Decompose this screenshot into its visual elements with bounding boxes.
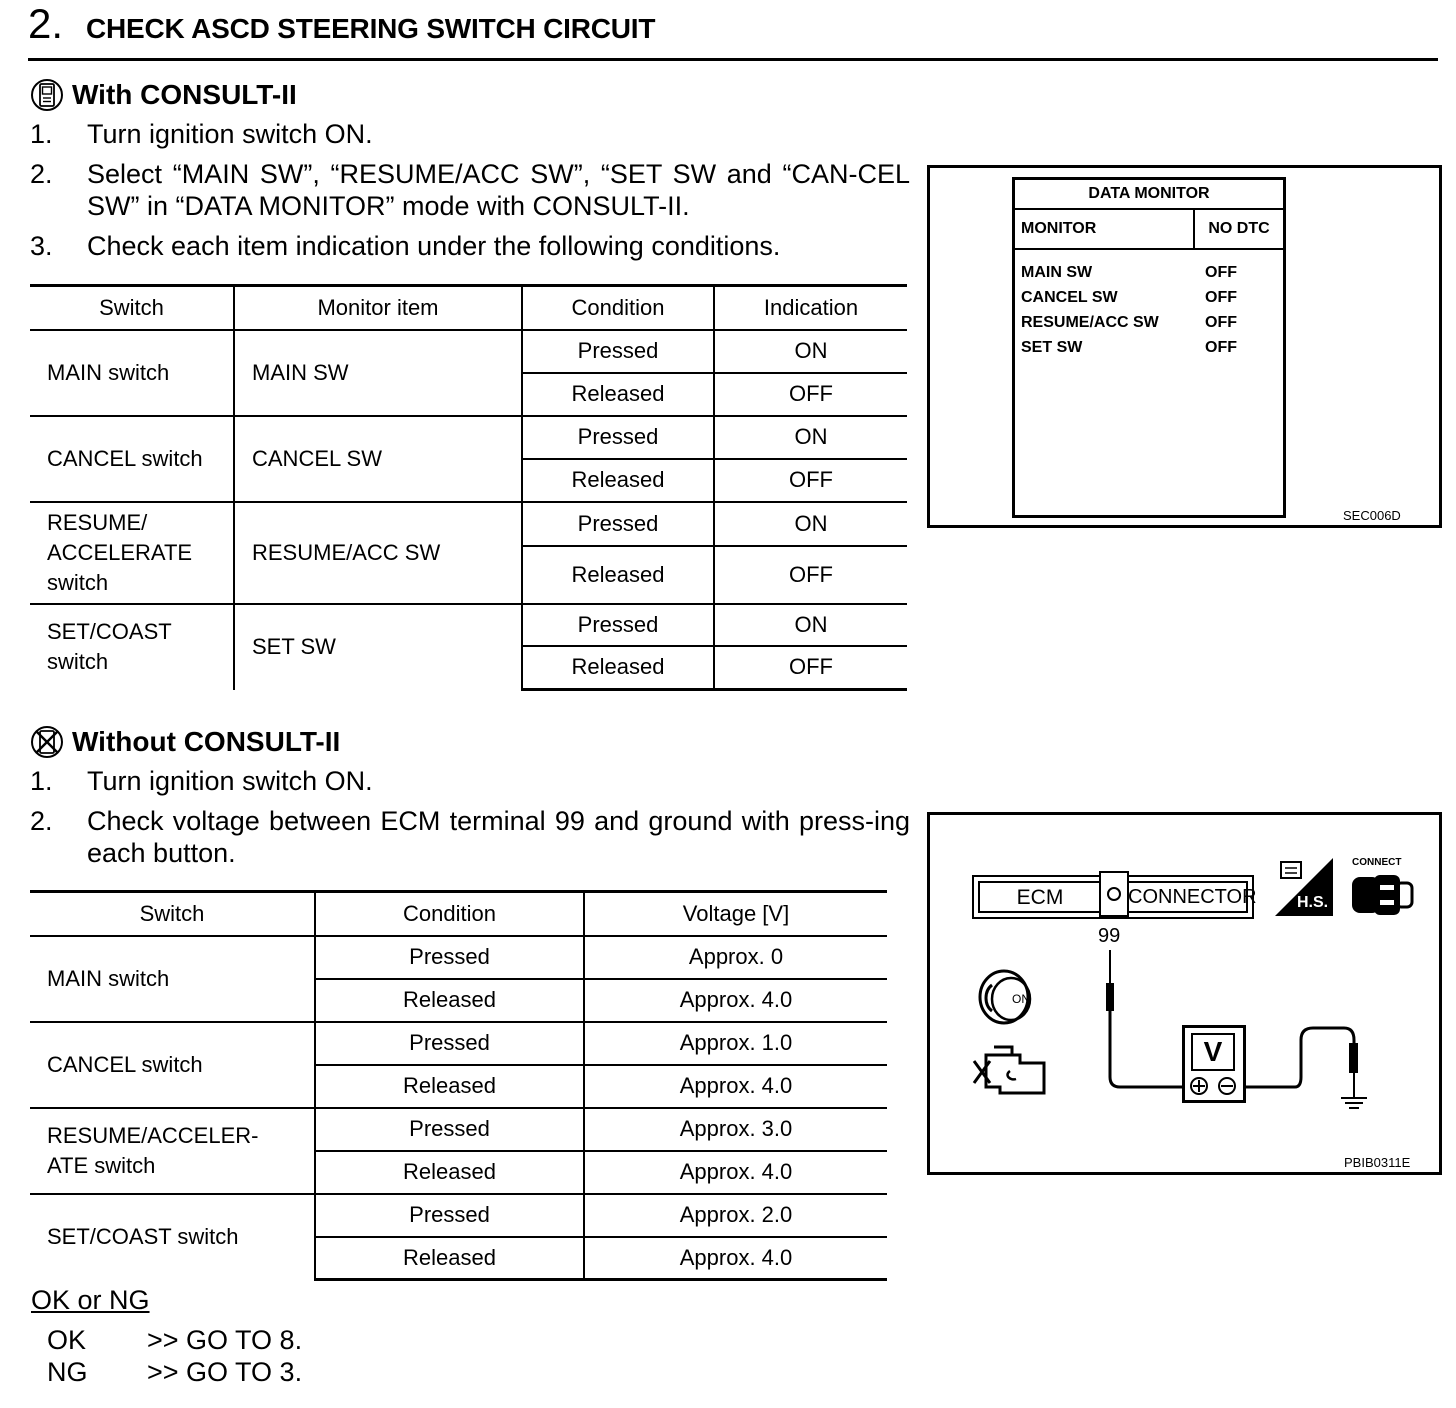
table-header: Voltage [V] — [584, 892, 887, 936]
table-row: RESUME/ ACCELERATE switch RESUME/ACC SW Pressed ON — [30, 502, 907, 546]
table-row: Released OFF — [30, 373, 907, 416]
table-row: Released Approx. 4.0 — [30, 1151, 887, 1194]
consult-icon — [30, 78, 64, 112]
ok-action: >> GO TO 8. — [147, 1325, 303, 1355]
data-monitor-screen — [1012, 177, 1286, 518]
ok-ng-title: OK or NG — [31, 1285, 150, 1315]
header-rule — [28, 58, 1438, 61]
table-row: Released Approx. 4.0 — [30, 1065, 887, 1108]
ng-result-row — [47, 1356, 302, 1388]
step-item: 1. Turn ignition switch ON. — [30, 766, 373, 796]
list-item: MAIN SW OFF — [1021, 264, 1237, 281]
table-header: Indication — [714, 286, 907, 330]
connect-label: CONNECT — [1352, 857, 1402, 868]
figure-id: SEC006D — [1343, 508, 1401, 523]
list-item: SET SW OFF — [1021, 339, 1237, 356]
data-monitor-figure — [927, 165, 1442, 528]
key-on-label: ON — [1012, 992, 1030, 1006]
voltmeter-display: V — [1191, 1033, 1235, 1071]
table-row: MAIN switch MAIN SW Pressed ON — [30, 330, 907, 373]
voltmeter-terminals-icon — [1187, 1076, 1239, 1096]
with-consult-heading — [30, 78, 297, 112]
table-header: Switch — [30, 286, 234, 330]
step-item: 2. Check voltage between ECM terminal 99 and ground with press-ing each button. — [30, 806, 910, 868]
step-item: 1. Turn ignition switch ON. — [30, 119, 373, 149]
without-consult-steps — [30, 765, 910, 877]
table-row: Released OFF — [30, 646, 907, 690]
with-consult-heading-text: With CONSULT-II — [72, 79, 297, 110]
table-row: CANCEL switch CANCEL SW Pressed ON — [30, 416, 907, 459]
voltmeter — [1182, 1025, 1246, 1103]
table-header: Condition — [522, 286, 714, 330]
voltage-check-figure — [927, 812, 1442, 1175]
list-item: CANCEL SW OFF — [1021, 289, 1237, 306]
with-consult-steps — [30, 118, 910, 270]
ecm-label: ECM — [1016, 886, 1064, 909]
table-row: RESUME/ACCELER-ATE switch Pressed Approx. 3.0 — [30, 1108, 887, 1151]
list-item: RESUME/ACC SW OFF — [1021, 314, 1237, 331]
table-row: CANCEL switch Pressed Approx. 1.0 — [30, 1022, 887, 1065]
ok-label: OK — [47, 1325, 87, 1355]
step-title: CHECK ASCD STEERING SWITCH CIRCUIT — [86, 13, 656, 44]
step-number: 2. — [28, 0, 64, 47]
terminal-number: 99 — [1098, 925, 1121, 947]
ng-action: >> GO TO 3. — [147, 1357, 303, 1387]
hs-label: H.S. — [1297, 894, 1329, 911]
table-row: Released OFF — [30, 546, 907, 604]
probe-wiring — [930, 815, 1439, 1172]
table-row: Released Approx. 4.0 — [30, 1237, 887, 1280]
table-row: MAIN switch Pressed Approx. 0 — [30, 936, 887, 979]
table-row: SET/COAST switch Pressed Approx. 2.0 — [30, 1194, 887, 1237]
data-monitor-title: DATA MONITOR — [1015, 180, 1283, 210]
without-consult-heading — [30, 725, 340, 759]
table-row: SET/COAST switch SET SW Pressed ON — [30, 604, 907, 646]
table-row: Released OFF — [30, 459, 907, 502]
ok-result-row — [47, 1324, 302, 1356]
ng-label: NG — [47, 1357, 88, 1387]
figure-id: PBIB0311E — [1344, 1155, 1411, 1170]
table-header: Monitor item — [234, 286, 522, 330]
table-header: Switch — [30, 892, 315, 936]
voltage-table — [30, 890, 887, 1281]
table-row: Released Approx. 4.0 — [30, 979, 887, 1022]
no-consult-icon — [30, 725, 64, 759]
step-item: 3. Check each item indication under the following conditions. — [30, 231, 781, 261]
monitor-table — [30, 284, 907, 691]
table-header: Condition — [315, 892, 584, 936]
data-monitor-columns: MONITOR NO DTC — [1015, 210, 1283, 250]
connector-label: CONNECTOR — [1128, 886, 1257, 908]
without-consult-heading-text: Without CONSULT-II — [72, 726, 341, 757]
step-item: 2. Select “MAIN SW”, “RESUME/ACC SW”, “SET SW and “CAN-CEL SW” in “DATA MONITOR” mode with CONSULT-II. — [30, 159, 910, 221]
